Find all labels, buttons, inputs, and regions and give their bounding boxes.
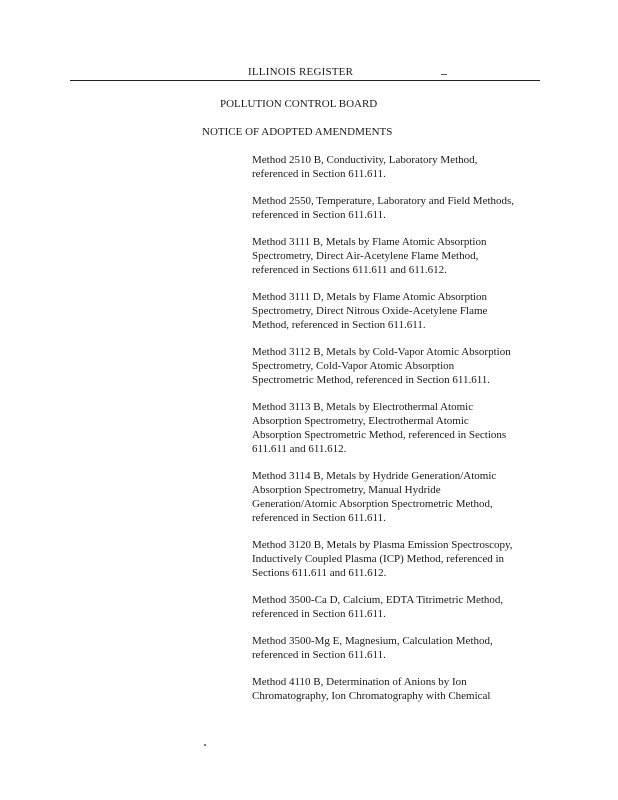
method-text-line: Method 3500-Mg E, Magnesium, Calculation Method, [252,635,493,647]
method-entry [252,153,552,181]
board-name: POLLUTION CONTROL BOARD [220,98,378,110]
method-text-line: Method 3114 B, Metals by Hydride Generation/Atomic [252,470,497,482]
methods-list [252,153,552,716]
method-text-line: referenced in Section 611.611. [252,649,386,661]
method-entry [252,675,552,703]
method-text-line: Method 3500-Ca D, Calcium, EDTA Titrimetric Method, [252,594,504,606]
method-text-line: referenced in Section 611.611. [252,608,386,620]
method-entry [252,538,552,580]
method-text-line: Spectrometry, Cold-Vapor Atomic Absorption [252,360,455,372]
method-text-line: referenced in Section 611.611. [252,512,386,524]
method-text-line: Method 2550, Temperature, Laboratory and Field Methods, [252,195,515,207]
method-entry [252,235,552,277]
scan-speck [204,744,206,746]
method-text-line: Spectrometric Method, referenced in Section 611.611. [252,374,491,386]
method-text-line: Absorption Spectrometry, Electrothermal Atomic [252,415,469,427]
method-text-line: Method 3112 B, Metals by Cold-Vapor Atomic Absorption [252,346,511,358]
register-title: ILLINOIS REGISTER [248,66,354,78]
method-entry [252,290,552,332]
method-entry [252,400,552,456]
method-text-line: Spectrometry, Direct Air-Acetylene Flame Method, [252,250,479,262]
method-entry [252,345,552,387]
method-text-line: referenced in Section 611.611. [252,209,386,221]
method-text-line: Method 3113 B, Metals by Electrothermal Atomic [252,401,474,413]
method-text-line: Absorption Spectrometry, Manual Hydride [252,484,441,496]
method-text-line: Method, referenced in Section 611.611. [252,319,426,331]
method-entry [252,194,552,222]
method-entry [252,469,552,525]
method-text-line: Method 2510 B, Conductivity, Laboratory Method, [252,154,478,166]
method-text-line: 611.611 and 611.612. [252,443,347,455]
notice-heading: NOTICE OF ADOPTED AMENDMENTS [202,126,393,138]
method-text-line: Spectrometry, Direct Nitrous Oxide-Acetylene Flame [252,305,488,317]
method-entry [252,634,552,662]
method-text-line: Method 4110 B, Determination of Anions by Ion [252,676,467,688]
method-text-line: Absorption Spectrometric Method, referenced in Sections [252,429,507,441]
method-text-line: referenced in Sections 611.611 and 611.612. [252,264,447,276]
method-text-line: referenced in Section 611.611. [252,168,386,180]
method-text-line: Generation/Atomic Absorption Spectrometric Method, [252,498,493,510]
header-mark [441,74,447,75]
method-text-line: Chromatography, Ion Chromatography with Chemical [252,690,491,702]
method-text-line: Inductively Coupled Plasma (ICP) Method, referenced in [252,553,505,565]
header-rule [70,80,540,81]
method-entry [252,593,552,621]
method-text-line: Method 3111 D, Metals by Flame Atomic Absorption [252,291,488,303]
method-text-line: Method 3120 B, Metals by Plasma Emission Spectroscopy, [252,539,513,551]
method-text-line: Method 3111 B, Metals by Flame Atomic Absorption [252,236,487,248]
method-text-line: Sections 611.611 and 611.612. [252,567,387,579]
